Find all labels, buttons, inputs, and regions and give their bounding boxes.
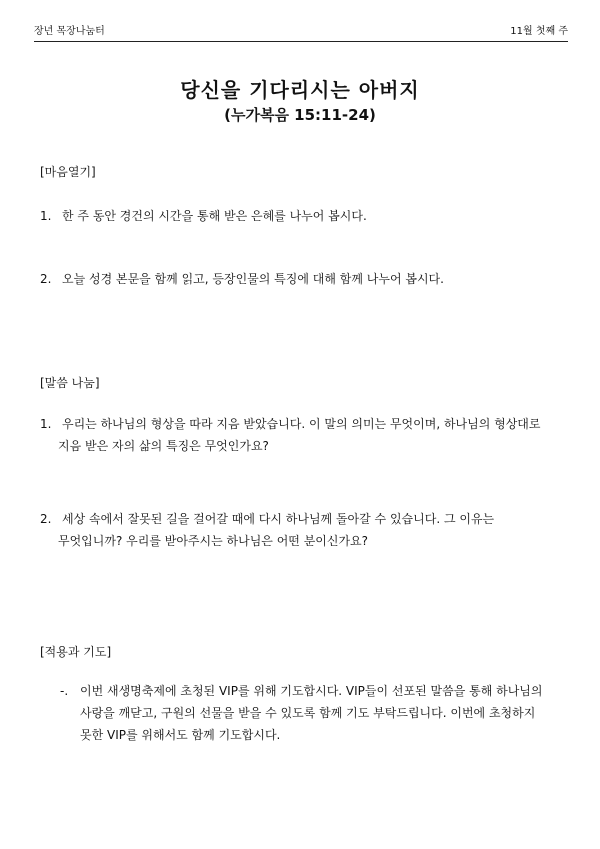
question-number: 1. bbox=[40, 417, 52, 431]
question-text: 한 주 동안 경건의 시간을 통해 받은 은혜를 나누어 봅시다. bbox=[62, 209, 367, 223]
question-text-line-2: 무엇입니까? 우리를 받아주시는 하나님은 어떤 분이신가요? bbox=[58, 534, 369, 548]
apply-item bbox=[60, 680, 565, 746]
question-number: 2. bbox=[40, 272, 52, 286]
word-question-2 bbox=[40, 508, 565, 552]
page-title: 당신을 기다리시는 아버지 bbox=[180, 78, 420, 102]
page-header bbox=[34, 22, 568, 42]
apply-text-line-3: 못한 VIP를 위해서도 함께 기도합시다. bbox=[80, 728, 281, 742]
question-number: 2. bbox=[40, 512, 52, 526]
word-question-1 bbox=[40, 413, 565, 457]
question-text: 오늘 성경 본문을 함께 읽고, 등장인물의 특징에 대해 함께 나누어 봅시다. bbox=[62, 272, 444, 286]
bullet-dash: -. bbox=[60, 684, 69, 698]
header-right-label: 11월 첫째 주 bbox=[510, 26, 568, 37]
opening-question-2 bbox=[40, 268, 565, 290]
question-text-line-1: 세상 속에서 잘못된 길을 걸어갈 때에 다시 하나님께 돌아갈 수 있습니다. 그 이유는 bbox=[62, 512, 495, 526]
question-text-line-1: 우리는 하나님의 형상을 따라 지음 받았습니다. 이 말의 의미는 무엇이며, 하나님의 형상대로 bbox=[62, 417, 541, 431]
section-heading-opening: [마음열기] bbox=[40, 165, 96, 179]
apply-text-line-2: 사랑을 깨닫고, 구원의 선물을 받을 수 있도록 함께 기도 부탁드립니다. 이번에 초청하지 bbox=[80, 706, 536, 720]
scripture-reference: (누가복음 15:11-24) bbox=[224, 106, 376, 124]
question-number: 1. bbox=[40, 209, 52, 223]
question-text-line-2: 지음 받은 자의 삶의 특징은 무엇인가요? bbox=[58, 439, 269, 453]
section-heading-apply: [적용과 기도] bbox=[40, 645, 112, 659]
section-heading-word: [말씀 나눔] bbox=[40, 376, 100, 390]
header-left-label: 장년 목장나눔터 bbox=[34, 26, 105, 37]
opening-question-1 bbox=[40, 205, 565, 227]
apply-text-line-1: 이번 새생명축제에 초청된 VIP를 위해 기도합시다. VIP들이 선포된 말씀을 통해 하나님의 bbox=[80, 684, 543, 698]
